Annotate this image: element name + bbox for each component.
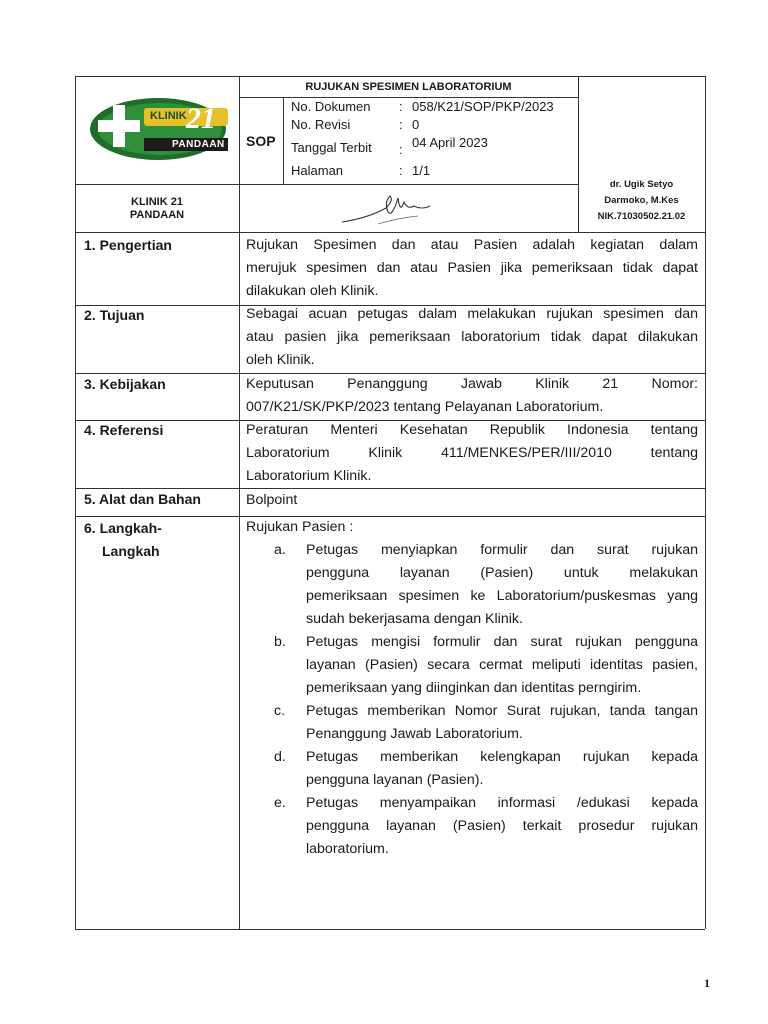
logo-number: 21: [186, 102, 216, 135]
document-title: RUJUKAN SPESIMEN LABORATORIUM: [305, 81, 512, 93]
text-line: pengguna layanan (Pasien).: [306, 772, 484, 788]
text-line: Rujukan Spesimen dan atau Pasien adalah kegiatan dalam: [246, 237, 698, 253]
clinic-name-line1: KLINIK 21: [131, 196, 183, 208]
step-item-b: [274, 631, 698, 700]
section-content-referensi: [246, 419, 698, 488]
text-line: Petugas memberikan Nomor Surat rujukan, tanda tangan: [306, 703, 698, 719]
field-label-doc-no: No. Dokumen: [291, 99, 371, 114]
signatory-name: dr. Ugik Setyo: [609, 179, 674, 190]
section-label-kebijakan: 3. Kebijakan: [84, 376, 166, 392]
section-content-pengertian: [246, 234, 698, 303]
logo-klinik-text: KLINIK: [150, 110, 187, 122]
text-line: Sebagai acuan petugas dalam melakukan rujukan spesimen dan: [246, 306, 698, 322]
step-item-e: [274, 792, 698, 861]
step-letter: d.: [274, 749, 286, 765]
text-line: dilakukan oleh Klinik.: [246, 283, 379, 299]
sop-label: SOP: [246, 133, 276, 149]
section-label-alat-bahan: 5. Alat dan Bahan: [84, 491, 201, 507]
text-line: pemeriksaan yang diinginkan dan identitas perngirim.: [306, 680, 642, 696]
step-item-c: [274, 700, 698, 746]
step-letter: e.: [274, 795, 286, 811]
text-line: Petugas memberikan kelengkapan rujukan kepada: [306, 749, 698, 765]
clinic-name-line2: PANDAAN: [129, 209, 185, 221]
text-line: pengguna layanan (Pasien) untuk melakukan: [306, 565, 698, 581]
page-number: 1: [704, 976, 710, 990]
text-line: sudah bekerjasama dengan Klinik.: [306, 611, 523, 627]
step-letter: a.: [274, 542, 286, 558]
text-line: Laboratorium Klinik.: [246, 468, 372, 484]
section-label-tujuan: 2. Tujuan: [84, 307, 145, 323]
text-line: merujuk spesimen dan atau Pasien jika pemeriksaan tidak dapat: [246, 260, 698, 276]
step-item-d: [274, 746, 698, 792]
text-line: layanan (Pasien) secara cermat meliputi identitas pasien,: [306, 657, 698, 673]
step-item-a: [274, 539, 698, 631]
text-line: Keputusan Penanggung Jawab Klinik 21 Nomor:: [246, 376, 698, 392]
section-content-kebijakan: [246, 373, 698, 419]
signature: [338, 188, 438, 230]
section-label-langkah-2: Langkah: [102, 543, 160, 559]
section-label-referensi: 4. Referensi: [84, 422, 164, 438]
signatory-title: Darmoko, M.Kes: [604, 195, 679, 206]
section-content-tujuan: [246, 303, 698, 372]
field-colon: :: [399, 163, 403, 178]
section-content-alat-bahan: [246, 489, 698, 512]
field-value-issue-date: 04 April 2023: [412, 135, 488, 150]
steps-intro: Rujukan Pasien :: [246, 519, 354, 535]
section-label-pengertian: 1. Pengertian: [84, 237, 172, 253]
text-line: Petugas mengisi formulir dan surat rujukan pengguna: [306, 634, 698, 650]
field-label-issue-date: Tanggal Terbit: [291, 140, 372, 155]
field-value-doc-no: 058/K21/SOP/PKP/2023: [412, 99, 554, 114]
text-line: pemeriksaan spesimen ke Laboratorium/puskesmas yang: [306, 588, 698, 604]
field-value-revision: 0: [412, 117, 420, 132]
field-colon: :: [399, 117, 403, 132]
text-line: oleh Klinik.: [246, 352, 315, 368]
text-line: pengguna layanan (Pasien) terkait prosedur rujukan: [306, 818, 698, 834]
logo-pandaan-text: PANDAAN: [172, 139, 225, 150]
text-line: Peraturan Menteri Kesehatan Republik Indonesia tentang: [246, 422, 698, 438]
step-letter: c.: [274, 703, 286, 719]
section-label-langkah: 6. Langkah-: [84, 520, 162, 536]
field-colon: :: [399, 99, 403, 114]
step-letter: b.: [274, 634, 286, 650]
field-value-page: 1/1: [412, 163, 431, 178]
text-line: Petugas menyiapkan formulir dan surat rujukan: [306, 542, 698, 558]
text-line: Petugas menyampaikan informasi /edukasi kepada: [306, 795, 698, 811]
field-colon: :: [399, 142, 403, 157]
field-label-revision: No. Revisi: [291, 117, 351, 132]
text-line: Bolpoint: [246, 492, 298, 508]
text-line: atau pasien jika pemeriksaan laboratorium tidak dapat dilakukan: [246, 329, 698, 345]
signatory-nik: NIK.71030502.21.02: [597, 211, 686, 222]
text-line: Penanggung Jawab Laboratorium.: [306, 726, 523, 742]
field-label-page: Halaman: [291, 163, 344, 178]
text-line: 007/K21/SK/PKP/2023 tentang Pelayanan Laboratorium.: [246, 399, 604, 415]
text-line: laboratorium.: [306, 841, 389, 857]
clinic-logo: [88, 96, 236, 162]
text-line: Laboratorium Klinik 411/MENKES/PER/III/2010 tentang: [246, 445, 698, 461]
